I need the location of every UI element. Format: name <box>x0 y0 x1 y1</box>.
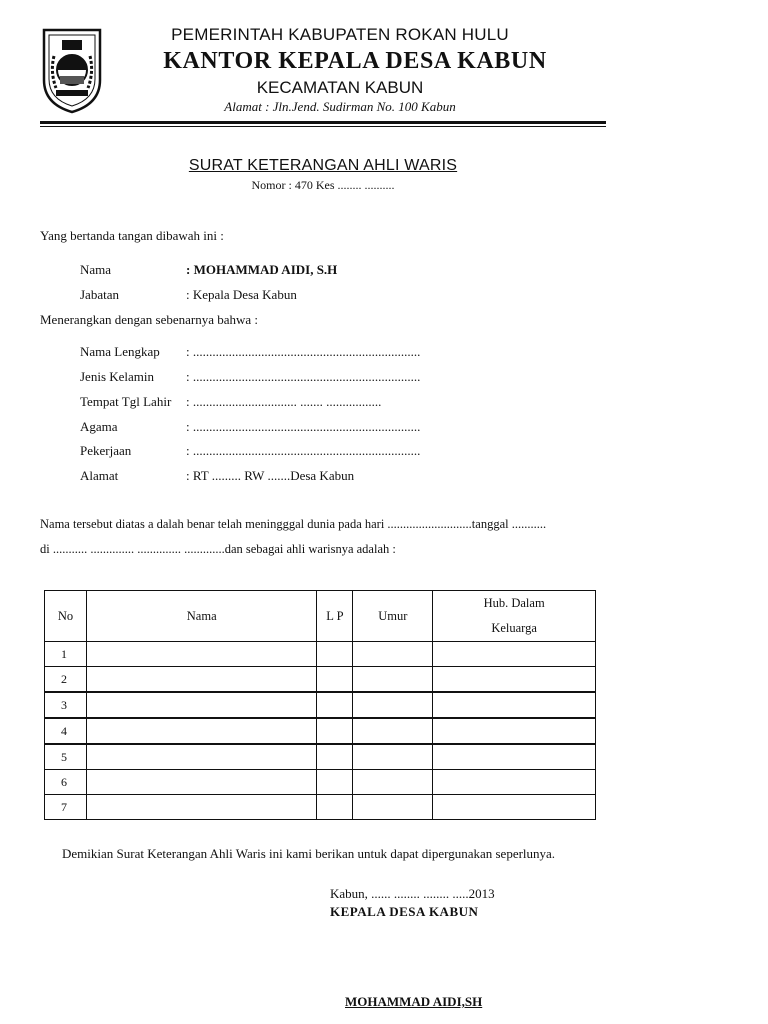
signer-position-label: Jabatan <box>80 287 119 302</box>
header-name: Nama <box>86 591 317 642</box>
header-relation <box>433 591 596 642</box>
office-address: Alamat : Jln.Jend. Sudirman No. 100 Kabun <box>224 99 456 114</box>
table-row <box>45 770 596 795</box>
field-value: : ...................................................................... <box>186 419 421 434</box>
signature-name: MOHAMMAD AIDI,SH <box>345 994 483 1009</box>
death-statement-line2: di ........... .............. .............. .............dan sebagai ahli warisnya adalah : <box>40 542 396 556</box>
header-relation-line1: Hub. Dalam <box>483 596 545 610</box>
header-lp: L P <box>317 591 353 642</box>
government-name: PEMERINTAH KABUPATEN ROKAN HULU <box>171 25 509 44</box>
regency-crest-icon <box>38 26 106 114</box>
row-number: 2 <box>45 667 87 693</box>
letterhead-rule-thick <box>40 121 606 124</box>
table-row <box>45 795 596 820</box>
field-value: : ...................................................................... <box>186 443 421 458</box>
header-age: Umur <box>353 591 433 642</box>
field-label: Tempat Tgl Lahir <box>80 394 172 409</box>
signer-position-value: : Kepala Desa Kabun <box>186 287 297 302</box>
signature-title: KEPALA DESA KABUN <box>330 904 479 919</box>
place-date: Kabun, ...... ........ ........ .....2013 <box>330 886 495 901</box>
field-value: : RT ......... RW .......Desa Kabun <box>186 468 355 483</box>
closing-statement: Demikian Surat Keterangan Ahli Waris ini kami berikan untuk dapat dipergunakan seperlunya. <box>62 846 556 861</box>
table-row <box>45 692 596 718</box>
field-label: Alamat <box>80 468 119 483</box>
district-name: KECAMATAN KABUN <box>256 78 424 97</box>
field-value: : ...................................................................... <box>186 369 421 384</box>
signer-name-value: : MOHAMMAD AIDI, S.H <box>186 262 338 277</box>
table-row <box>45 642 596 667</box>
field-label: Jenis Kelamin <box>80 369 155 384</box>
letterhead-rule-thin <box>40 126 606 127</box>
header-no: No <box>45 591 87 642</box>
table-row <box>45 718 596 744</box>
field-value: : ................................ ....... ................. <box>186 394 382 409</box>
document-number: Nomor : 470 Kes ........ .......... <box>251 178 395 192</box>
table-header-row <box>45 591 596 642</box>
row-number: 4 <box>45 718 87 744</box>
row-number: 7 <box>45 795 87 820</box>
table-row <box>45 667 596 693</box>
header-relation-line2: Keluarga <box>491 621 537 635</box>
row-number: 6 <box>45 770 87 795</box>
row-number: 1 <box>45 642 87 667</box>
field-value: : ...................................................................... <box>186 344 421 359</box>
row-number: 5 <box>45 744 87 770</box>
row-number: 3 <box>45 692 87 718</box>
document-title: SURAT KETERANGAN AHLI WARIS <box>188 157 458 174</box>
field-label: Pekerjaan <box>80 443 132 458</box>
office-name: KANTOR KEPALA DESA KABUN <box>163 48 547 74</box>
field-label: Nama Lengkap <box>80 344 160 359</box>
intro-text: Yang bertanda tangan dibawah ini : <box>40 228 224 243</box>
statement-text: Menerangkan dengan sebenarnya bahwa : <box>40 312 259 327</box>
table-row <box>45 744 596 770</box>
death-statement-line1: Nama tersebut diatas a dalah benar telah meningggal dunia pada hari ...........................tanggal ........... <box>40 517 547 531</box>
heirs-table <box>44 590 596 820</box>
signer-name-label: Nama <box>80 262 112 277</box>
field-label: Agama <box>80 419 118 434</box>
